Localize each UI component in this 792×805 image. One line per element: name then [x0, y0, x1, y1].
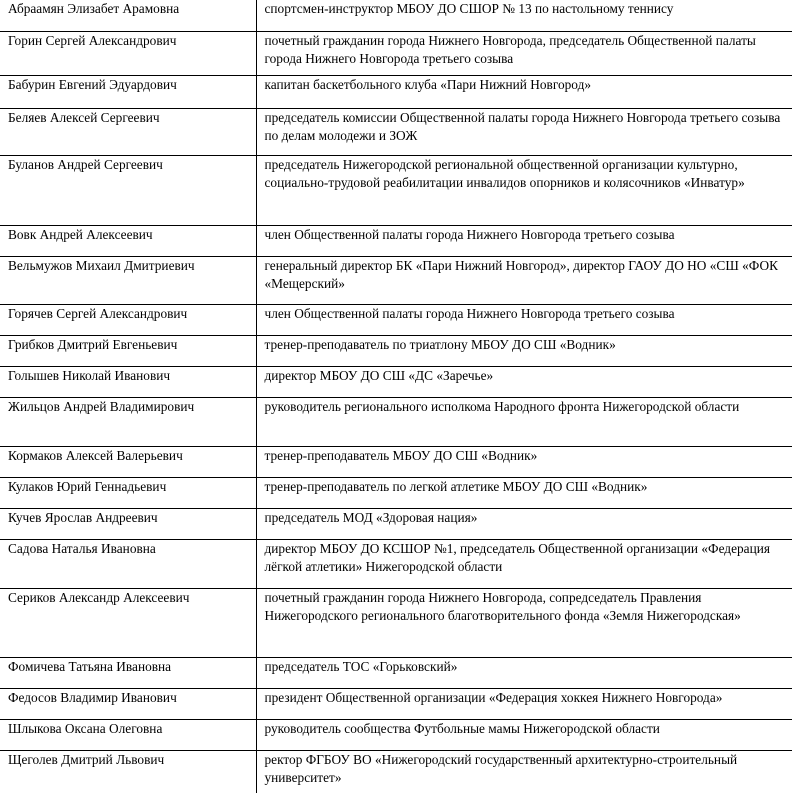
- table-row: [0, 0, 792, 31]
- member-name: Сериков Александр Алексеевич: [0, 588, 256, 657]
- member-name: Горин Сергей Александрович: [0, 31, 256, 75]
- member-role: тренер-преподаватель МБОУ ДО СШ «Водник»: [256, 446, 792, 477]
- table-row: [0, 366, 792, 397]
- member-name: Беляев Алексей Сергеевич: [0, 108, 256, 155]
- table-row: [0, 657, 792, 688]
- member-role: капитан баскетбольного клуба «Пари Нижний Новгород»: [256, 75, 792, 108]
- member-name: Голышев Николай Иванович: [0, 366, 256, 397]
- member-role: ректор ФГБОУ ВО «Нижегородский государственный архитектурно-строительный университет»: [256, 750, 792, 793]
- table-row: [0, 750, 792, 793]
- table-row: [0, 225, 792, 256]
- member-role: почетный гражданин города Нижнего Новгорода, сопредседатель Правления Нижегородского регионального благотворительного фонда «Земля Нижегородская»: [256, 588, 792, 657]
- table-row: [0, 108, 792, 155]
- member-name: Фомичева Татьяна Ивановна: [0, 657, 256, 688]
- member-name: Федосов Владимир Иванович: [0, 688, 256, 719]
- member-role: спортсмен-инструктор МБОУ ДО СШОР № 13 по настольному теннису: [256, 0, 792, 31]
- member-role: почетный гражданин города Нижнего Новгорода, председатель Общественной палаты города Нижнего Новгорода третьего созыва: [256, 31, 792, 75]
- table-row: [0, 539, 792, 588]
- member-name: Кулаков Юрий Геннадьевич: [0, 477, 256, 508]
- member-role: председатель МОД «Здоровая нация»: [256, 508, 792, 539]
- member-role: член Общественной палаты города Нижнего Новгорода третьего созыва: [256, 304, 792, 335]
- member-role: член Общественной палаты города Нижнего Новгорода третьего созыва: [256, 225, 792, 256]
- member-role: руководитель регионального исполкома Народного фронта Нижегородской области: [256, 397, 792, 446]
- member-role: директор МБОУ ДО КСШОР №1, председатель Общественной организации «Федерация лёгкой атлетики» Нижегородской области: [256, 539, 792, 588]
- table-row: [0, 155, 792, 225]
- member-role: президент Общественной организации «Федерация хоккея Нижнего Новгорода»: [256, 688, 792, 719]
- member-role: руководитель сообщества Футбольные мамы Нижегородской области: [256, 719, 792, 750]
- member-name: Кучев Ярослав Андреевич: [0, 508, 256, 539]
- table-row: [0, 335, 792, 366]
- member-name: Садова Наталья Ивановна: [0, 539, 256, 588]
- member-name: Буланов Андрей Сергеевич: [0, 155, 256, 225]
- member-role: председатель ТОС «Горьковский»: [256, 657, 792, 688]
- table-row: [0, 75, 792, 108]
- table-row: [0, 304, 792, 335]
- member-name: Вовк Андрей Алексеевич: [0, 225, 256, 256]
- member-role: председатель Нижегородской региональной общественной организации культурно, социально-трудовой реабилитации инвалидов опорников и колясочников «Инватур»: [256, 155, 792, 225]
- member-role: генеральный директор БК «Пари Нижний Новгород», директор ГАОУ ДО НО «СШ «ФОК «Мещерский»: [256, 256, 792, 304]
- member-role: тренер-преподаватель по легкой атлетике МБОУ ДО СШ «Водник»: [256, 477, 792, 508]
- member-name: Вельмужов Михаил Дмитриевич: [0, 256, 256, 304]
- member-role: председатель комиссии Общественной палаты города Нижнего Новгорода третьего созыва по делам молодежи и ЗОЖ: [256, 108, 792, 155]
- member-name: Бабурин Евгений Эдуардович: [0, 75, 256, 108]
- member-role: тренер-преподаватель по триатлону МБОУ ДО СШ «Водник»: [256, 335, 792, 366]
- member-name: Жильцов Андрей Владимирович: [0, 397, 256, 446]
- table-row: [0, 397, 792, 446]
- member-name: Грибков Дмитрий Евгеньевич: [0, 335, 256, 366]
- member-name: Горячев Сергей Александрович: [0, 304, 256, 335]
- table-row: [0, 719, 792, 750]
- member-role: директор МБОУ ДО СШ «ДС «Заречье»: [256, 366, 792, 397]
- table-row: [0, 688, 792, 719]
- member-name: Шлыкова Оксана Олеговна: [0, 719, 256, 750]
- table-row: [0, 446, 792, 477]
- table-row: [0, 31, 792, 75]
- member-name: Щеголев Дмитрий Львович: [0, 750, 256, 793]
- table-row: [0, 588, 792, 657]
- table-row: [0, 508, 792, 539]
- member-name: Кормаков Алексей Валерьевич: [0, 446, 256, 477]
- table-row: [0, 256, 792, 304]
- table-row: [0, 477, 792, 508]
- member-name: Абраамян Элизабет Арамовна: [0, 0, 256, 31]
